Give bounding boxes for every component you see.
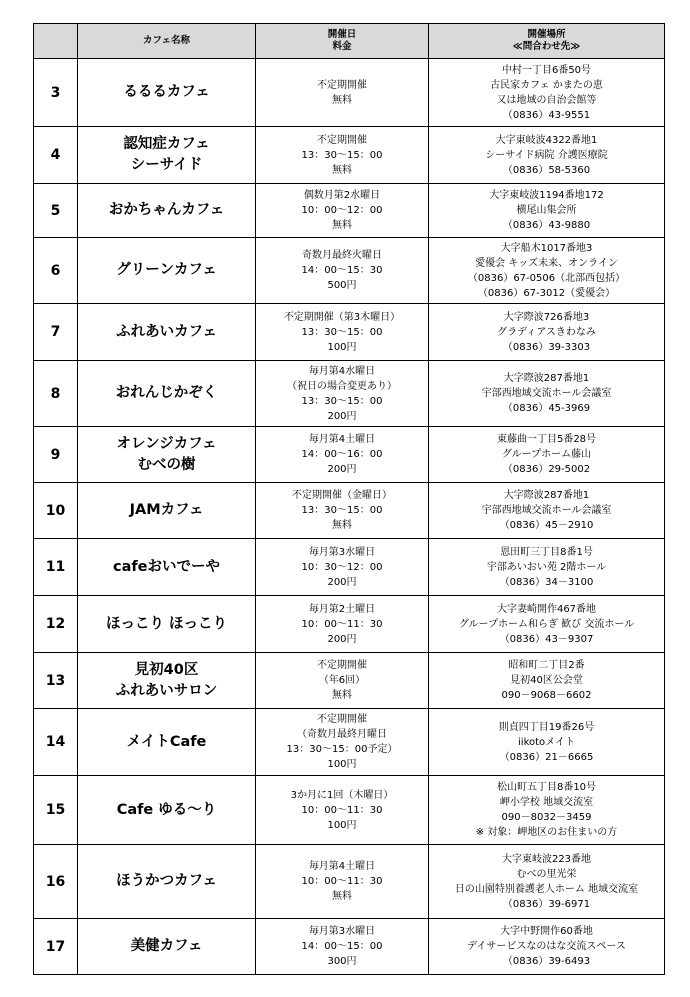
place-line: 見初40区公会堂 [510,675,583,686]
date-fee [256,59,429,127]
row-number: 8 [34,361,78,427]
place-contact [429,845,665,919]
place-contact [429,596,665,653]
place-contact [429,539,665,596]
place-line: 大字中野開作60番地 [500,926,593,937]
date-fee-line: 200円 [327,633,357,645]
place-line: 横尾山集会所 [516,205,577,216]
date-fee [256,596,429,653]
date-fee [256,427,429,483]
cafe-name-line: ほっこり ほっこり [105,615,228,632]
cafe-name [78,59,256,127]
header-row [34,24,665,59]
table-row [34,304,665,361]
place-line: 東藤曲一丁目5番28号 [496,434,597,445]
place-line: 宇部あいおい苑 2階ホール [486,561,607,573]
date-fee [256,127,429,184]
place-line: iikotoメイト [518,736,575,748]
table-row [34,653,665,709]
cafe-name [78,184,256,238]
date-fee-line: （年6回） [318,675,366,686]
cafe-name-line: 美健カフェ [130,938,203,954]
row-number: 3 [34,59,78,127]
date-fee [256,539,429,596]
date-fee-line: 100円 [327,759,357,770]
place-line: 則貞四丁目19番26号 [498,721,595,733]
place-line: 090－8032－3459 [501,812,592,823]
row-number: 6 [34,238,78,304]
date-fee-line: 無料 [332,891,352,902]
place-line: 大字際波287番地1 [503,373,590,384]
row-number: 15 [34,776,78,845]
date-fee-line: 13：30～15：00 [301,395,383,407]
date-fee [256,361,429,427]
date-fee-line: 14：00～16：00 [301,449,383,460]
date-fee-line: 奇数月最終火曜日 [302,250,382,261]
table-row [34,919,665,975]
cafe-name [78,596,256,653]
table-row [34,427,665,483]
place-contact [429,184,665,238]
header-place [429,24,665,59]
table-row [34,845,665,919]
row-number: 16 [34,845,78,919]
place-line: グループホーム和らぎ 歓び 交流ホール [458,618,635,630]
place-line: 大字妻崎開作467番地 [496,603,597,615]
row-number: 5 [34,184,78,238]
place-contact [429,776,665,845]
date-fee-line: 10：00～12：00 [301,205,383,216]
cafe-name [78,127,256,184]
cafe-name-line: JAMカフェ [129,502,204,518]
place-line: 大字東岐波223番地 [501,853,592,865]
date-fee-line: 14：00～15：00 [301,941,383,952]
table-row [34,59,665,127]
place-contact [429,238,665,304]
place-line: 大字東岐波4322番地1 [495,134,598,146]
date-fee-line: 毎月第2土曜日 [308,603,376,615]
place-line: 中村一丁目6番50号 [501,64,592,76]
date-fee-line: 不定期開催 [317,134,367,146]
date-fee-line: 3か月に1回（木曜日） [290,789,394,801]
date-fee-line: （奇数月最終月曜日 [297,729,387,740]
date-fee-line: 10：00～11：30 [301,804,383,816]
date-fee-line: 無料 [332,690,352,701]
cafe-name [78,845,256,919]
date-fee-line: 毎月第4水曜日 [308,365,376,377]
place-line: 090－9068－6602 [501,690,592,701]
date-fee-line: （祝日の場合変更あり） [287,380,397,392]
cafe-name [78,427,256,483]
date-fee-line: 無料 [332,520,352,531]
place-line: デイサービスなのはな交流スペース [467,941,626,952]
date-fee-line: 200円 [327,576,357,588]
date-fee-line: 13：30～15：00 [301,326,383,338]
place-contact [429,653,665,709]
cafe-name-line: ふれあいカフェ [116,323,217,340]
place-line: 大字船木1017番地3 [500,242,593,254]
place-line: 岬小学校 地域交流室 [499,797,594,808]
row-number: 14 [34,709,78,776]
date-fee-line: 無料 [332,220,352,231]
place-line: むべの里光栄 [516,868,577,880]
header-number [34,24,78,59]
date-fee-line: 毎月第4土曜日 [308,861,376,872]
date-fee-line: 偶数月第2水曜日 [303,190,381,201]
cafe-name [78,776,256,845]
place-line: 日の山園特別養護老人ホーム 地域交流室 [454,883,639,895]
header-fee-line: 料金 [332,41,352,52]
place-contact [429,919,665,975]
row-number: 4 [34,127,78,184]
date-fee-line: 14：00～15：30 [301,265,383,276]
cafe-name-line: オレンジカフェ [116,435,217,452]
place-line: シーサイド病院 介護医療院 [485,149,608,161]
table-row [34,238,665,304]
date-fee-line: 不定期開催 [317,714,367,725]
row-number: 11 [34,539,78,596]
cafe-name [78,361,256,427]
cafe-name [78,653,256,709]
date-fee-line: 500円 [327,280,357,291]
cafe-name-line: シーサイド [130,157,203,173]
cafe-name [78,483,256,539]
date-fee [256,919,429,975]
cafe-name-line: グリーンカフェ [116,262,217,278]
date-fee-line: 無料 [332,94,352,106]
header-place-line: 開催場所 [527,29,566,40]
table-row [34,184,665,238]
place-line: （0836）67-0506（北部西包括） [467,272,626,284]
cafe-name-line: ふれあいサロン [115,682,218,699]
cafe-name-line: 見初40区 [134,661,199,678]
place-line: 恩田町三丁目8番1号 [500,546,593,558]
cafe-name [78,238,256,304]
place-line: （0836）39-6493 [502,956,591,967]
header-date-fee [256,24,429,59]
place-line: 宇部西地域交流ホール会議室 [481,388,612,399]
place-line: （0836）34－3100 [499,576,594,588]
table-row [34,539,665,596]
date-fee-line: 不定期開催（第3木曜日） [283,311,401,323]
place-contact [429,59,665,127]
cafe-name-line: おれんじかぞく [115,385,218,401]
date-fee-line: 200円 [327,410,357,422]
place-line: （0836）45－2910 [499,520,594,531]
table-row [34,709,665,776]
place-line: 松山町五丁目8番10号 [496,782,597,793]
place-line: 昭和町二丁目2番 [508,660,585,671]
date-fee-line: 200円 [327,464,357,475]
date-fee-line: 不定期開催（金曜日） [292,490,392,501]
place-line: グラディアスきわなみ [497,326,596,338]
row-number: 17 [34,919,78,975]
date-fee [256,483,429,539]
date-fee-line: 不定期開催 [317,660,367,671]
row-number: 10 [34,483,78,539]
place-contact [429,427,665,483]
place-line: （0836）45-3969 [502,403,591,414]
table-row [34,596,665,653]
cafe-name [78,304,256,361]
date-fee-line: 300円 [327,956,357,967]
place-line: グループホーム藤山 [501,449,592,460]
date-fee-line: 毎月第4土曜日 [308,434,376,445]
place-contact [429,127,665,184]
place-line: 又は地域の自治会館等 [496,94,597,106]
date-fee [256,709,429,776]
date-fee-line: 100円 [327,341,357,353]
cafe-table [33,23,665,975]
row-number: 7 [34,304,78,361]
row-number: 13 [34,653,78,709]
table-row [34,127,665,184]
place-contact [429,709,665,776]
header-date-line: 開催日 [327,29,357,40]
date-fee-line: 毎月第3水曜日 [308,546,376,558]
cafe-name [78,709,256,776]
place-line: 大字際波287番地1 [503,490,590,501]
date-fee [256,238,429,304]
cafe-name-line: Cafe ゆる～り [116,801,217,818]
date-fee [256,653,429,709]
header-contact-line: ≪問合わせ先≫ [512,41,581,52]
place-line: 大字際波726番地3 [503,311,590,323]
date-fee-line: 不定期開催 [317,79,367,91]
place-line: （0836）21－6665 [499,751,594,763]
date-fee-line: 13：30～15：00 [301,505,383,516]
date-fee-line: 無料 [332,164,352,176]
place-line: （0836）39-3303 [502,341,591,353]
place-contact [429,361,665,427]
cafe-name-line: おかちゃんカフェ [108,202,225,218]
row-number: 9 [34,427,78,483]
header-cafe-name: カフェ名称 [78,24,256,59]
cafe-name [78,919,256,975]
place-contact [429,483,665,539]
place-line: 大字東岐波1194番地172 [489,190,604,201]
place-line: （0836）43-9551 [502,109,591,121]
date-fee-line: 毎月第3水曜日 [308,926,376,937]
place-line: （0836）43－9307 [499,633,594,645]
place-line: （0836）39-6971 [502,898,591,910]
place-line: （0836）29-5002 [502,464,591,475]
table-row [34,776,665,845]
date-fee-line: 10：00～11：30 [301,876,383,887]
place-line: 愛優会 キッズ未来、オンライン [475,257,618,269]
place-line: ※ 対象：岬地区のお住まいの方 [475,827,618,838]
date-fee-line: 10：30～12：00 [301,561,383,573]
place-line: （0836）58-5360 [502,164,591,176]
date-fee-line: 10：00～11：30 [301,618,383,630]
table-row [34,361,665,427]
cafe-name-line: cafeおいでーや [112,558,221,575]
cafe-name-line: ほうかつカフェ [116,873,217,889]
cafe-name-line: るるるカフェ [123,84,210,100]
table-row [34,483,665,539]
place-contact [429,304,665,361]
place-line: （0836）43-9880 [502,220,591,231]
date-fee [256,845,429,919]
cafe-name-line: むべの樹 [137,456,196,473]
date-fee-line: 13：30～15：00 [301,149,383,161]
row-number: 12 [34,596,78,653]
date-fee-line: 100円 [327,819,357,831]
cafe-name [78,539,256,596]
date-fee [256,184,429,238]
date-fee [256,776,429,845]
place-line: 宇部西地域交流ホール会議室 [481,505,612,516]
cafe-name-line: メイトCafe [126,733,207,750]
date-fee [256,304,429,361]
place-line: 古民家カフェ かまたの恵 [490,79,603,91]
date-fee-line: 13：30～15：00予定） [286,744,398,755]
place-line: （0836）67-3012（愛優会） [477,287,616,299]
cafe-name-line: 認知症カフェ [123,136,210,152]
